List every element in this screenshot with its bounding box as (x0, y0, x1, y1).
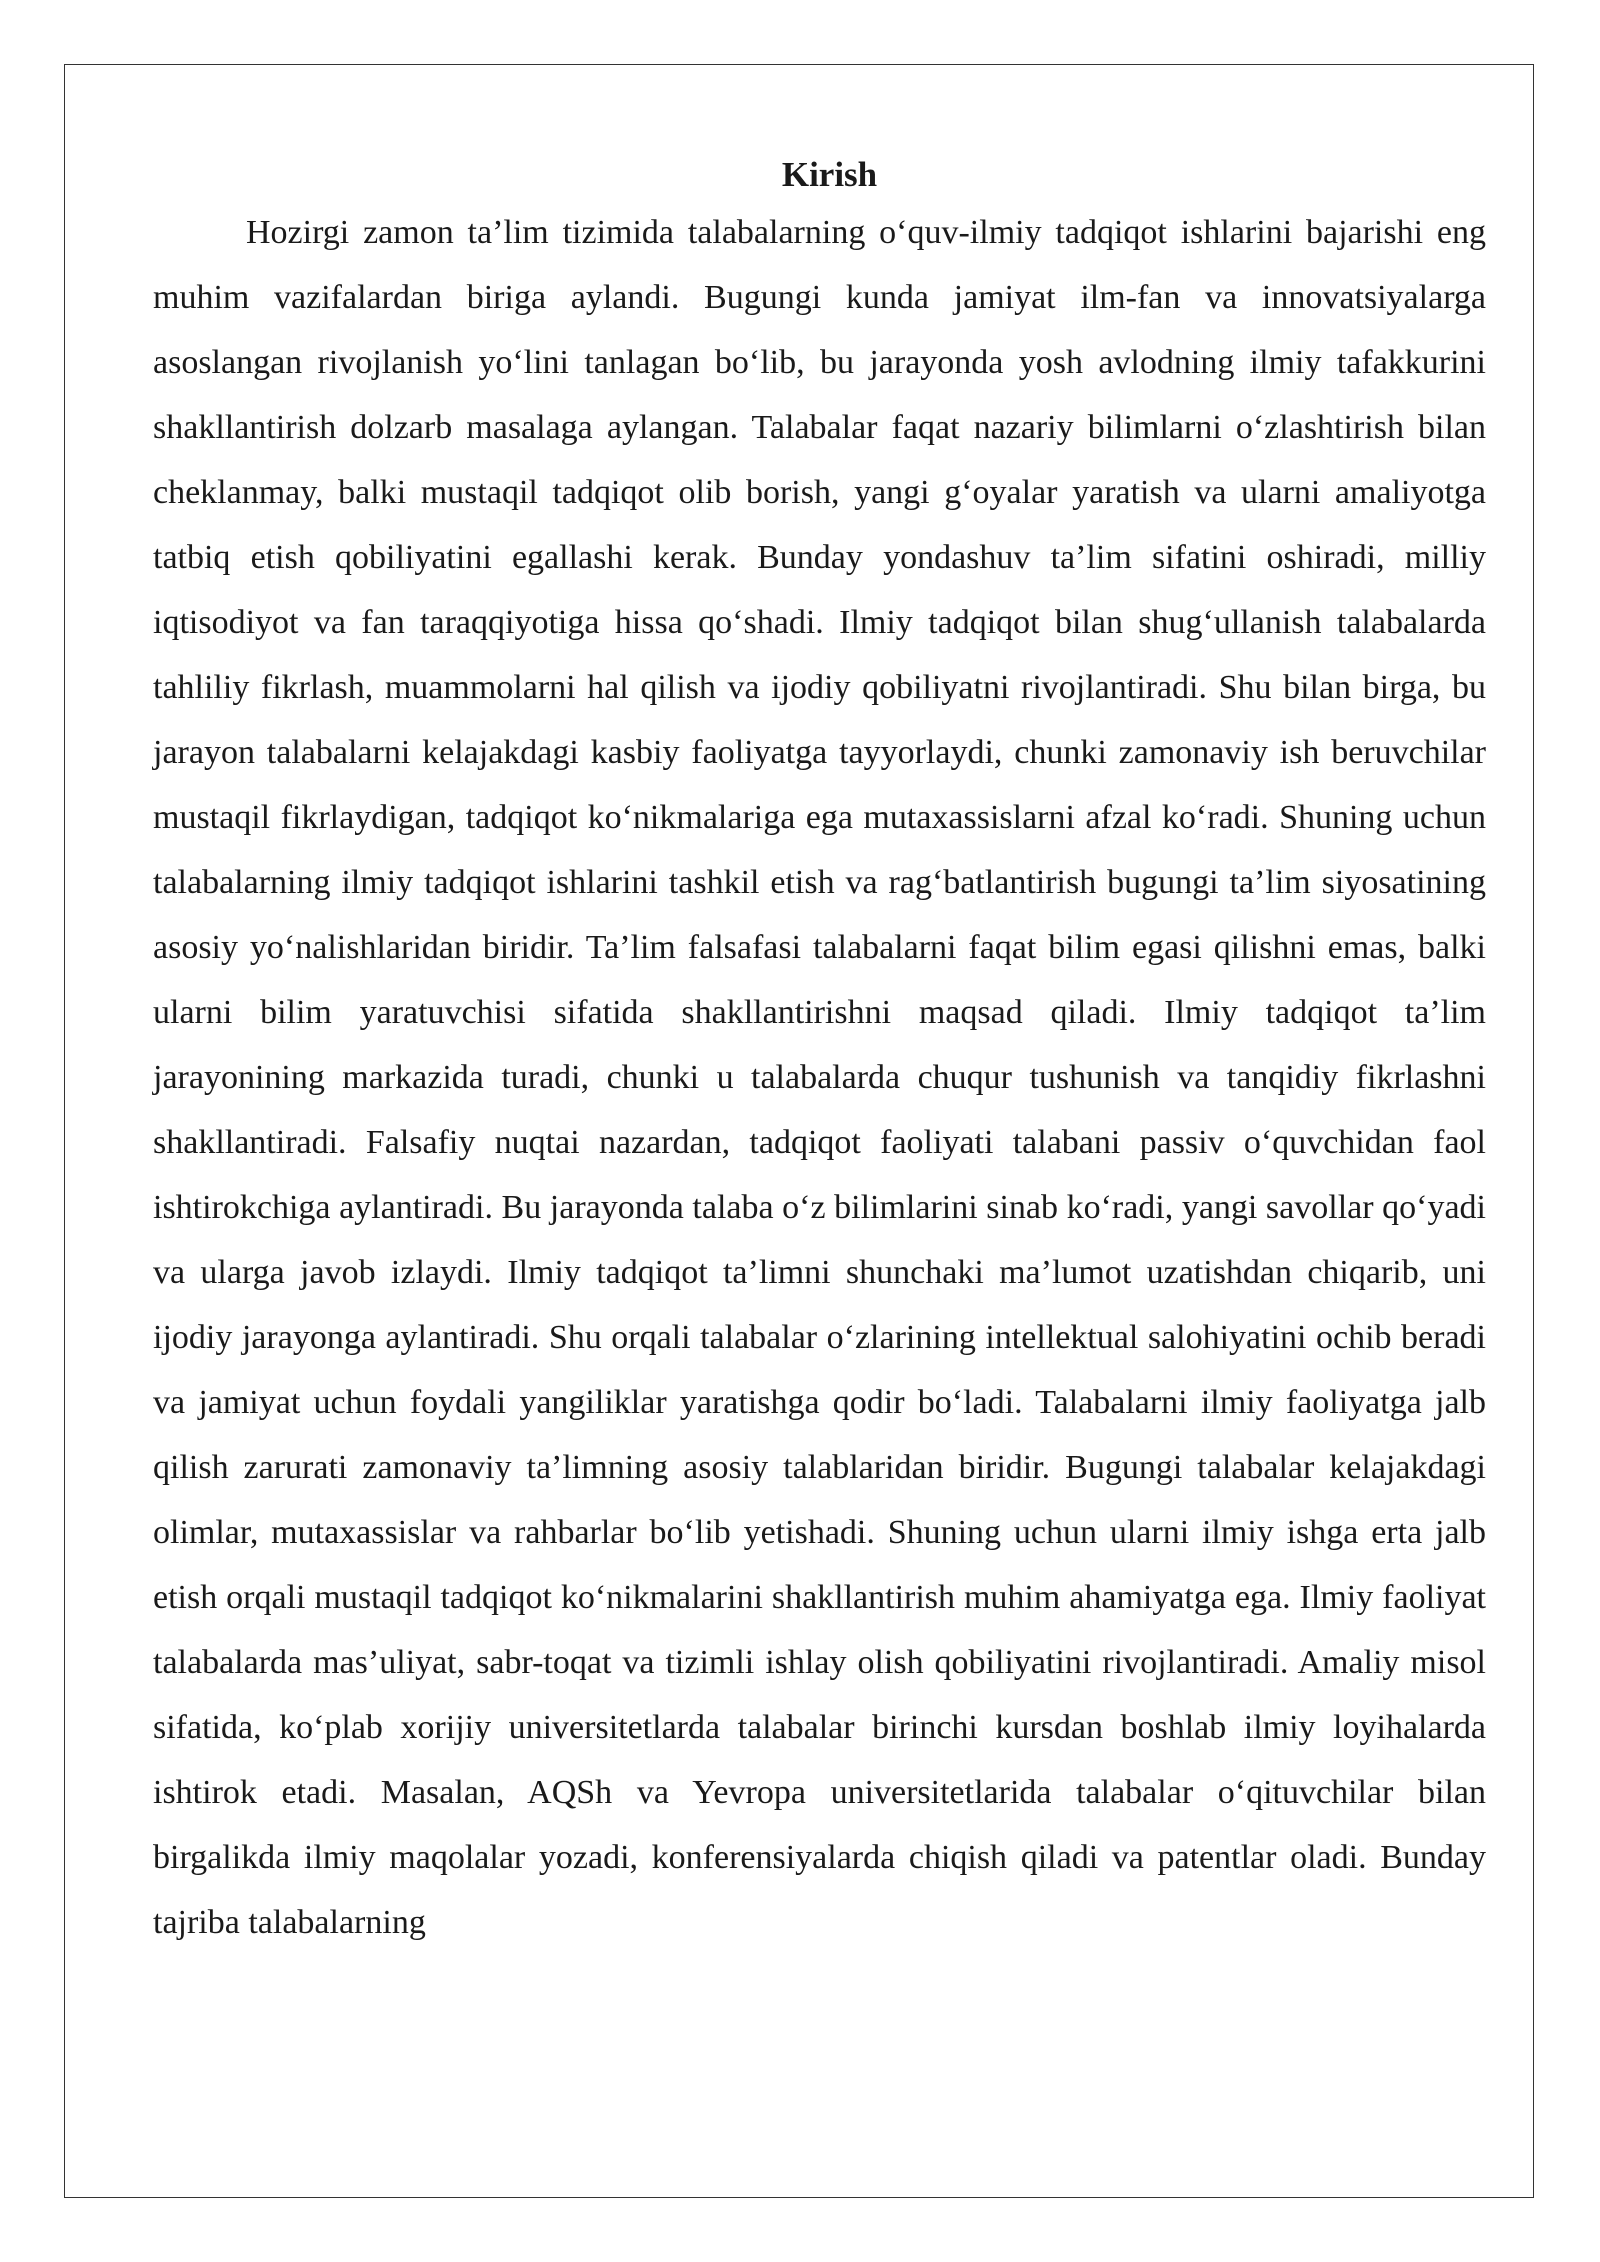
section-title: Kirish (781, 155, 878, 194)
body-paragraph: Hozirgi zamon ta’lim tizimida talabalarning o‘quv-ilmiy tadqiqot ishlarini bajarishi eng muhim vazifalardan biriga aylandi. Bugungi kunda jamiyat ilm-fan va innovatsiyalarga asoslangan rivojlanish yo‘lini tanlagan bo‘lib, bu jarayonda yosh avlodning ilmiy tafakkurini shakllantirish dolzarb masalaga aylangan. Talabalar faqat nazariy bilimlarni o‘zlashtirish bilan cheklanmay, balki mustaqil tadqiqot olib borish, yangi g‘oyalar yaratish va ularni amaliyotga tatbiq etish qobiliyatini egallashi kerak. Bunday yondashuv ta’lim sifatini oshiradi, milliy iqtisodiyot va fan taraqqiyotiga hissa qo‘shadi. Ilmiy tadqiqot bilan shug‘ullanish talabalarda tahliliy fikrlash, muammolarni hal qilish va ijodiy qobiliyatni rivojlantiradi. Shu bilan birga, bu jarayon talabalarni kelajakdagi kasbiy faoliyatga tayyorlaydi, chunki zamonaviy ish beruvchilar mustaqil fikrlaydigan, tadqiqot ko‘nikmalariga ega mutaxassislarni afzal ko‘radi. Shuning uchun talabalarning ilmiy tadqiqot ishlarini tashkil etish va rag‘batlantirish bugungi ta’lim siyosatining asosiy yo‘nalishlaridan biridir. Ta’lim falsafasi talabalarni faqat bilim egasi qilishni emas, balki ularni bilim yaratuvchisi sifatida shakllantirishni maqsad qiladi. Ilmiy tadqiqot ta’lim jarayonining markazida turadi, chunki u talabalarda chuqur tushunish va tanqidiy fikrlashni shakllantiradi. Falsafiy nuqtai nazardan, tadqiqot faoliyati talabani passiv o‘quvchidan faol ishtirokchiga aylantiradi. Bu jarayonda talaba o‘z bilimlarini sinab ko‘radi, yangi savollar qo‘yadi va ularga javob izlaydi. Ilmiy tadqiqot ta’limni shunchaki ma’lumot uzatishdan chiqarib, uni ijodiy jarayonga aylantiradi. Shu orqali talabalar o‘zlarining intellektual salohiyatini ochib beradi va jamiyat uchun foydali yangiliklar yaratishga qodir bo‘ladi. Talabalarni ilmiy faoliyatga jalb qilish zarurati zamonaviy ta’limning asosiy talablaridan biridir. Bugungi talabalar kelajakdagi olimlar, mutaxassislar va rahbarlar bo‘lib yetishadi. Shuning uchun ularni ilmiy ishga erta jalb etish orqali mustaqil tadqiqot ko‘nikmalarini shakllantirish muhim ahamiyatga ega. Ilmiy faoliyat talabalarda mas’uliyat, sabr-toqat va tizimli ishlay olish qobiliyatini rivojlantiradi. Amaliy misol sifatida, ko‘plab xorijiy universitetlarda talabalar birinchi kursdan boshlab ilmiy loyihalarda ishtirok etadi. Masalan, AQSh va Yevropa universitetlarida talabalar o‘qituvchilar bilan birgalikda ilmiy maqolalar yozadi, konferensiyalarda chiqish qiladi va patentlar oladi. Bunday tajriba talabalarning (153, 214, 1486, 1941)
document-body (153, 150, 1486, 1955)
